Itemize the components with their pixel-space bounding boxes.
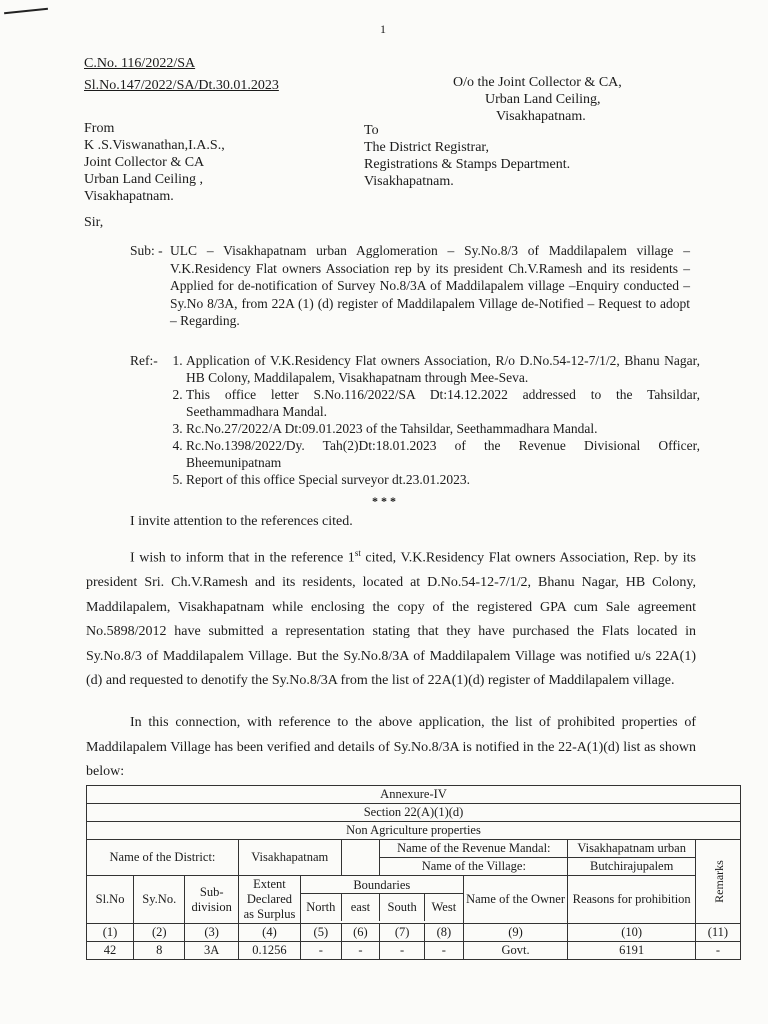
reference-item: 1. Application of V.K.Residency Flat owners Association, R/o D.No.54-12-7/1/2, Bhanu Nagar, HB Colony, Maddilapalem, Visakhapatnam through Mee-Seva. [186, 352, 700, 386]
col-num: (5) [301, 924, 342, 942]
mandal-label: Name of the Revenue Mandal: [380, 840, 568, 858]
from-line: Urban Land Ceiling , [84, 172, 203, 187]
col-num: (11) [695, 924, 740, 942]
header-north: North [301, 894, 342, 921]
header-sl-no: Sl.No [87, 876, 134, 924]
reference-item: 2. This office letter S.No.116/2022/SA Dt:14.12.2022 addressed to the Tahsildar, Seethammadhara Mandal. [186, 386, 700, 420]
boundaries-label: Boundaries [301, 878, 463, 894]
references-label: Ref:- [130, 353, 158, 368]
header-sub-division: Sub-division [185, 876, 239, 924]
office-line: Visakhapatnam. [496, 109, 586, 124]
boundaries-group [301, 876, 464, 924]
corner-mark [4, 8, 48, 14]
header-sy-no: Sy.No. [134, 876, 185, 924]
cell-extent: 0.1256 [238, 942, 300, 960]
header-reasons: Reasons for prohibition [568, 876, 695, 924]
cell-east: - [341, 942, 380, 960]
from-line: From [84, 121, 115, 136]
from-line: K .S.Viswanathan,I.A.S., [84, 138, 225, 153]
to-line: Visakhapatnam. [364, 174, 454, 189]
col-num: (1) [87, 924, 134, 942]
p2-text-b: cited, V.K.Residency Flat owners Association, Rep. by its president Sri. Ch.V.Ramesh and its residents, located at D.No.54-12-7/1/2, Bhanu Nagar, HB Colony, Maddilapalem, Visakhapatnam while enclosing the copy of the registered GPA cum Sale agreement No.5898/2012 have submitted a representation stating that they have purchased the Flats located in Sy.No.8/3 of Maddilapalem Village. But the Sy.No.8/3A of Maddilapalem Village was notified u/s 22A(1)(d) and requested to denotify the Sy.No.8/3A from the list of 22A(1)(d) register of Maddilapalem village. [86, 550, 696, 689]
cell-sl-no: 42 [87, 942, 134, 960]
references-block [130, 352, 700, 488]
cell-south: - [380, 942, 425, 960]
col-num: (10) [568, 924, 695, 942]
cell-sy-no: 8 [134, 942, 185, 960]
subject-text: ULC – Visakhapatnam urban Agglomeration – Sy.No.8/3 of Maddilapalem village – V.K.Residency Flat owners Association rep by its president Ch.V.Ramesh and its residents – Applied for de-notification of Survey No.8/3A of Maddilapalem village –Enquiry conducted –Sy.No 8/3A, from 22A (1) (d) register of Maddilapalem Village de-Notified – Request to adopt – Regarding. [170, 243, 690, 328]
paragraph-2 [86, 541, 696, 694]
remarks-header [695, 840, 740, 924]
village-label: Name of the Village: [380, 858, 568, 876]
header-south: South [380, 894, 425, 921]
reference-item: 4. Rc.No.1398/2022/Dy. Tah(2)Dt:18.01.2023 of the Revenue Divisional Officer, Bheemunipatnam [186, 437, 700, 471]
cell-west: - [425, 942, 464, 960]
header-east: east [342, 894, 381, 921]
header-owner: Name of the Owner [463, 876, 568, 924]
page-number: 1 [380, 22, 386, 36]
from-line: Joint Collector & CA [84, 155, 205, 170]
sl-no: Sl.No.147/2022/SA/Dt.30.01.2023 [84, 78, 279, 93]
remarks-label: Remarks [711, 860, 726, 903]
p2-superscript: st [354, 548, 361, 558]
subject-label: Sub: - [130, 243, 163, 258]
from-line: Visakhapatnam. [84, 189, 174, 204]
salutation: Sir, [84, 215, 104, 230]
col-num: (3) [185, 924, 239, 942]
to-block [364, 122, 570, 190]
mandal-value: Visakhapatnam urban [568, 840, 695, 858]
cell-reasons: 6191 [568, 942, 695, 960]
col-num: (4) [238, 924, 300, 942]
annexure-section: Section 22(A)(1)(d) [87, 804, 741, 822]
to-line: To [364, 123, 379, 138]
p2-text-a: I wish to inform that in the reference 1 [130, 550, 355, 566]
office-line: Urban Land Ceiling, [485, 92, 601, 107]
cell-sub-division: 3A [185, 942, 239, 960]
col-num: (8) [425, 924, 464, 942]
col-num: (9) [463, 924, 568, 942]
header-extent: Extent Declared as Surplus [238, 876, 300, 924]
annexure-title: Annexure-IV [87, 786, 741, 804]
district-value: Visakhapatnam [238, 840, 341, 876]
col-num: (7) [380, 924, 425, 942]
annexure-category: Non Agriculture properties [87, 822, 741, 840]
district-label: Name of the District: [87, 840, 239, 876]
office-block [453, 74, 622, 125]
references-list [130, 352, 700, 488]
reference-item: 5. Report of this office Special surveyor dt.23.01.2023. [186, 471, 700, 488]
to-line: The District Registrar, [364, 140, 490, 155]
separator: * * * [372, 494, 396, 508]
blank-cell [341, 840, 380, 876]
cell-owner: Govt. [463, 942, 568, 960]
from-block [84, 120, 225, 205]
col-num: (6) [341, 924, 380, 942]
col-num: (2) [134, 924, 185, 942]
to-line: Registrations & Stamps Department. [364, 157, 571, 172]
reference-item: 3. Rc.No.27/2022/A Dt:09.01.2023 of the Tahsildar, Seethammadhara Mandal. [186, 420, 700, 437]
c-no: C.No. 116/2022/SA [84, 56, 196, 71]
cell-remarks: - [695, 942, 740, 960]
table-row [87, 942, 741, 960]
paragraph-1: I invite attention to the references cited. [130, 514, 353, 529]
boundaries-subheaders [301, 894, 463, 921]
paragraph-3: In this connection, with reference to the above application, the list of prohibited properties of Maddilapalem Village has been verified and details of Sy.No.8/3A is notified in the 22-A(1)(d) list as shown below: [86, 715, 696, 779]
column-number-row [87, 924, 741, 942]
village-value: Butchirajupalem [568, 858, 695, 876]
office-line: O/o the Joint Collector & CA, [453, 75, 622, 90]
cell-north: - [301, 942, 342, 960]
annexure-table [86, 785, 741, 960]
header-west: West [431, 900, 457, 914]
